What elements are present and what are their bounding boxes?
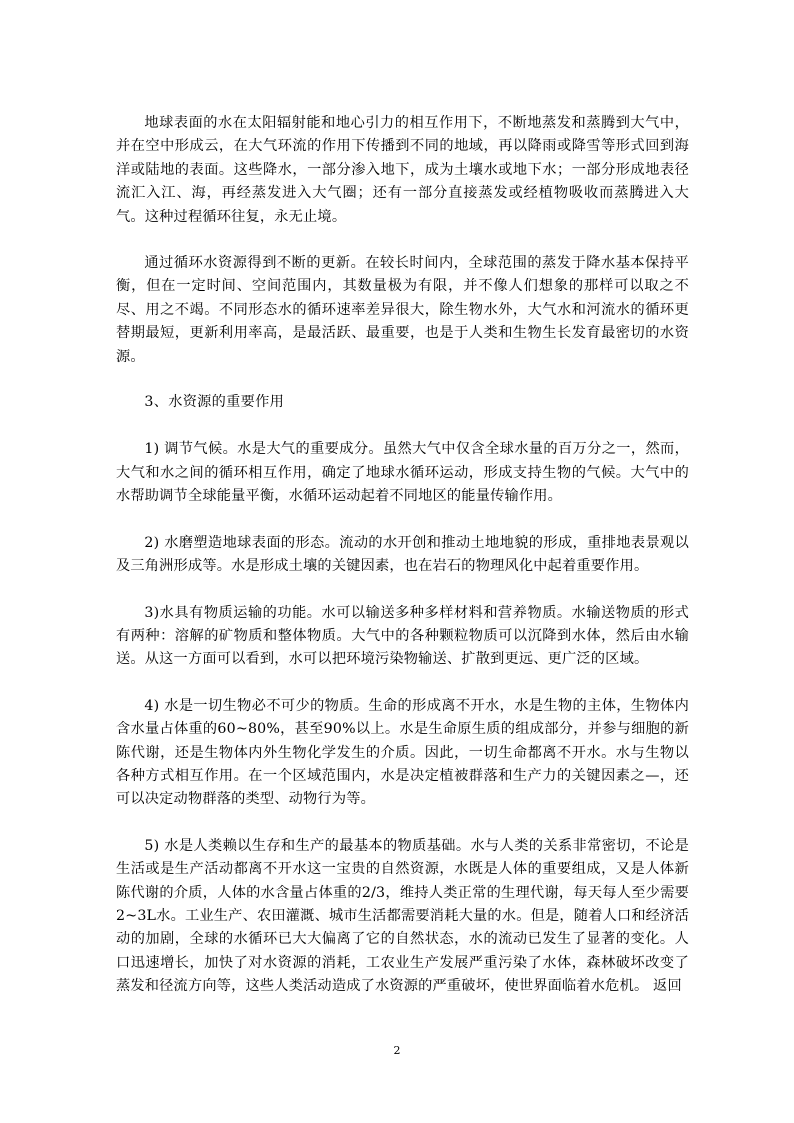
list-item-transport: 3)水具有物质运输的功能。水可以输送多种多样材料和营养物质。水输送物质的形式有两种：溶解的矿物质和整体物质。大气中的各种颗粒物质可以沉降到水体，然后由水输送。从这一方面可以看到，水可以把环境污染物输送、扩散到更远、更广泛的区域。 xyxy=(116,604,689,668)
list-item-landform: 2) 水磨塑造地球表面的形态。流动的水开创和推动土地地貌的形成，重排地表景观以及三角洲形成等。水是形成土壤的关键因素，也在岩石的物理风化中起着重要作用。 xyxy=(116,534,689,575)
paragraph-water-cycle: 地球表面的水在太阳辐射能和地心引力的相互作用下，不断地蒸发和蒸腾到大气中，并在空中形成云，在大气环流的作用下传播到不同的地域，再以降雨或降雪等形式回到海洋或陆地的表面。这些降水，一部分渗入地下，成为土壤水或地下水；一部分形成地表径流汇入江、海，再经蒸发进入大气圈；还有一部分直接蒸发或经植物吸收而蒸腾进入大气。这种过程循环往复，永无止境。 xyxy=(116,115,689,225)
list-item-climate: 1) 调节气候。水是大气的重要成分。虽然大气中仅含全球水量的百万分之一，然而，大气和水之间的循环相互作用，确定了地球水循环运动，形成支持生物的气候。大气中的水帮助调节全球能量平衡，水循环运动起着不同地区的能量传输作用。 xyxy=(116,441,689,505)
list-item-human: 5) 水是人类赖以生存和生产的最基本的物质基础。水与人类的关系非常密切，不论是生活或是生产活动都离不开水这一宝贵的自然资源，水既是人体的重要组成，又是人体新陈代谢的介质，人体的水含量占体重的2/3，维持人类正常的生理代谢，每天每人至少需要2~3L水。工业生产、农田灌溉、城市生活都需要消耗大量的水。但是，随着人口和经济活动的加剧，全球的水循环已大大偏离了它的自然状态，水的流动已发生了显著的变化。人口迅速增长，加快了对水资源的消耗，工农业生产发展严重污染了水体，森林破坏改变了蒸发和径流方向等，这些人类活动造成了水资源的严重破坏，使世界面临着水危机。 返回 xyxy=(116,837,689,995)
page-number: 2 xyxy=(393,1044,401,1057)
section-heading: 3、水资源的重要作用 xyxy=(144,394,285,411)
document-body xyxy=(116,112,689,999)
list-item-life: 4) 水是一切生物必不可少的物质。生命的形成离不开水，水是生物的主体，生物体内含水量占体重的60~80%，甚至90%以上。水是生命原生质的组成部分，并参与细胞的新陈代谢，还是生物体内外生物化学发生的介质。因此，一切生命都离不开水。水与生物以各种方式相互作用。在一个区域范围内，水是决定植被群落和生产力的关键因素之—，还可以决定动物群落的类型、动物行为等。 xyxy=(116,697,689,808)
paragraph-water-renewal: 通过循环水资源得到不断的更新。在较长时间内，全球范围的蒸发于降水基本保持平衡，但在一定时间、空间范围内，其数量极为有限，并不像人们想象的那样可以取之不尽、用之不竭。不同形态水的循环速率差异很大，除生物水外，大气水和河流水的循环更替期最短，更新利用率高，是最活跃、最重要，也是于人类和生物生长发育最密切的水资源。 xyxy=(116,255,689,365)
